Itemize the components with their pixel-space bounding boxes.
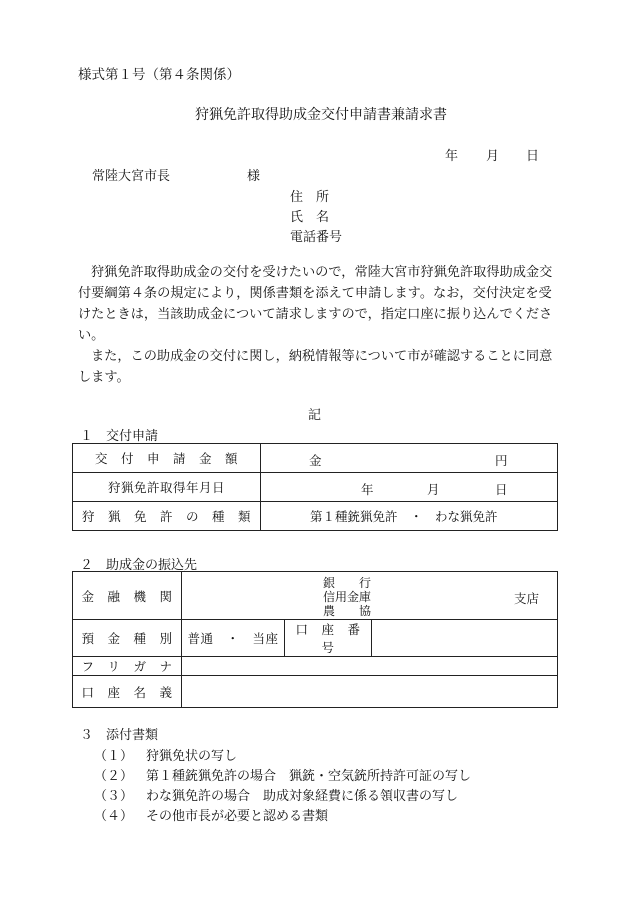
- body-paragraph-2: また，この助成金の交付に関し，納税情報等について市が確認することに同意します。: [78, 349, 553, 385]
- bank-type-shinkin: 信用金庫: [323, 590, 372, 604]
- body-paragraph-1: 狩猟免許取得助成金の交付を受けたいので，常陸大宮市狩猟免許取得助成金交付要綱第４条の規定により，関係書類を添えて申請します。なお，交付決定を受けたときは，当該助成金について請求しますので，指定口座に振り込んでください。: [78, 265, 553, 343]
- account-number-label: 口 座 番 号: [285, 620, 372, 657]
- deposit-type-label: 預 金 種 別: [73, 620, 182, 657]
- bank-type-nokyo: 農 協: [323, 604, 372, 618]
- attachment-number: （４）: [94, 809, 134, 824]
- applicant-address-label: 住 所: [290, 190, 330, 205]
- form-number: 様式第１号（第４条関係）: [78, 67, 240, 83]
- license-date-day: 日: [495, 482, 508, 497]
- application-table: [72, 443, 558, 531]
- bank-label: 金 融 機 関: [73, 572, 182, 620]
- attachment-text: わな猟免許の場合 助成対象経費に係る領収書の写し: [146, 789, 459, 804]
- addressee-honorific: 様: [247, 169, 261, 184]
- furigana-label: フ リ ガ ナ: [73, 657, 182, 676]
- section3-heading: ３ 添付書類: [80, 728, 159, 743]
- applicant-name-label: 氏 名: [290, 210, 330, 225]
- amount-unit: 円: [495, 453, 508, 468]
- bank-field[interactable]: [182, 572, 558, 620]
- attachment-number: （１）: [94, 749, 134, 764]
- section1-heading: １ 交付申請: [80, 429, 159, 444]
- deposit-type-field[interactable]: 普通 ・ 当座: [182, 620, 285, 657]
- amount-prefix: 金: [309, 453, 322, 468]
- date-year: 年: [445, 149, 459, 164]
- license-type-field[interactable]: 第１種銃猟免許 ・ わな猟免許: [261, 502, 558, 531]
- attachment-number: （２）: [94, 769, 134, 784]
- section2-heading: ２ 助成金の振込先: [80, 558, 198, 573]
- ki-heading: 記: [308, 408, 322, 423]
- attachment-text: 狩猟免状の写し: [146, 749, 238, 764]
- license-date-year: 年: [361, 482, 374, 497]
- page-title: 狩猟免許取得助成金交付申請書兼請求書: [195, 107, 447, 123]
- furigana-field[interactable]: [182, 657, 558, 676]
- date-month: 月: [486, 149, 500, 164]
- account-holder-label: 口 座 名 義: [73, 676, 182, 708]
- attachment-number: （３）: [94, 789, 134, 804]
- applicant-phone-label: 電話番号: [290, 230, 343, 245]
- amount-field[interactable]: [261, 444, 558, 473]
- account-number-field[interactable]: [372, 620, 558, 657]
- date-day: 日: [526, 149, 540, 164]
- attachment-text: 第１種銃猟免許の場合 猟銃・空気銃所持許可証の写し: [146, 769, 472, 784]
- license-type-label: 狩 猟 免 許 の 種 類: [73, 502, 261, 531]
- attachment-text: その他市長が必要と認める書類: [146, 809, 329, 824]
- amount-label: 交 付 申 請 金 額: [73, 444, 261, 473]
- branch-label: 支店: [514, 591, 540, 606]
- bank-type-bank: 銀 行: [323, 576, 372, 590]
- license-date-month: 月: [427, 482, 440, 497]
- bank-table: [72, 571, 558, 708]
- account-holder-field[interactable]: [182, 676, 558, 708]
- license-date-label: 狩猟免許取得年月日: [73, 473, 261, 502]
- license-date-field[interactable]: [261, 473, 558, 502]
- addressee-name: 常陸大宮市長: [92, 169, 171, 184]
